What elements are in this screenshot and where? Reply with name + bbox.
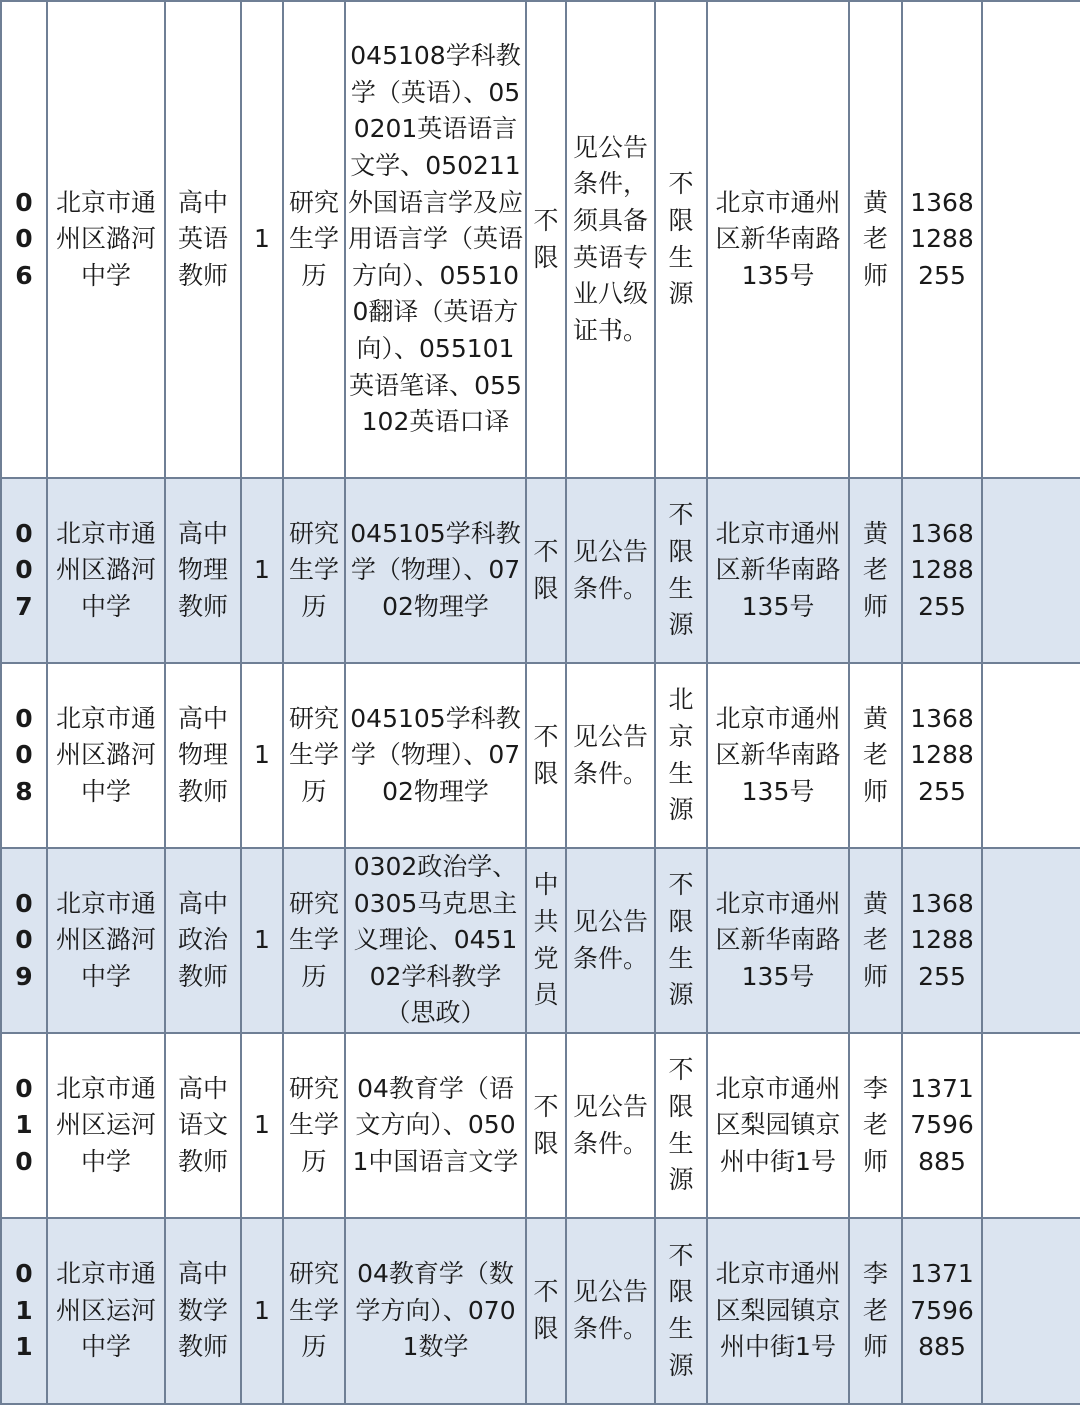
political-status-cell: 中共党员 [526,848,566,1033]
phone-cell: 13681288255 [902,663,982,848]
address-cell: 北京市通州区梨园镇京州中街1号 [707,1033,849,1218]
other-requirements-cell: 见公告条件。 [566,848,655,1033]
phone-cell: 13717596885 [902,1033,982,1218]
employer-cell: 北京市通州区潞河中学 [47,848,165,1033]
phone-cell: 13681288255 [902,848,982,1033]
table-row [1,1,1080,478]
position-cell: 高中政治教师 [165,848,241,1033]
contact-person-cell: 黄老师 [849,478,902,663]
position-id: 0 1 1 [1,1218,47,1404]
major-cell: 04教育学（数学方向）、0701数学 [345,1218,526,1404]
table-row [1,663,1080,848]
contact-person-cell: 黄老师 [849,848,902,1033]
other-requirements-cell: 见公告条件。 [566,1218,655,1404]
applicant-source-cell: 不限生源 [655,1033,707,1218]
education-cell: 研究生学历 [283,663,345,848]
phone-cell: 13681288255 [902,478,982,663]
contact-person-cell: 李老师 [849,1218,902,1404]
table-row [1,1218,1080,1404]
position-id: 0 0 6 [1,1,47,478]
address-cell: 北京市通州区新华南路135号 [707,663,849,848]
position-cell: 高中语文教师 [165,1033,241,1218]
major-cell: 0302政治学、0305马克思主义理论、045102学科教学（思政） [345,848,526,1033]
remark-cell [982,663,1080,848]
headcount-cell: 1 [241,848,283,1033]
position-cell: 高中英语教师 [165,1,241,478]
headcount-cell: 1 [241,663,283,848]
remark-cell [982,848,1080,1033]
remark-cell [982,478,1080,663]
other-requirements-cell: 见公告条件。 [566,663,655,848]
major-cell: 04教育学（语文方向）、0501中国语言文学 [345,1033,526,1218]
other-requirements-cell: 见公告条件，须具备英语专业八级证书。 [566,1,655,478]
contact-person-cell: 黄老师 [849,1,902,478]
contact-person-cell: 李老师 [849,1033,902,1218]
phone-cell: 13717596885 [902,1218,982,1404]
other-requirements-cell: 见公告条件。 [566,478,655,663]
political-status-cell: 不限 [526,1,566,478]
applicant-source-cell: 不限生源 [655,848,707,1033]
address-cell: 北京市通州区新华南路135号 [707,478,849,663]
address-cell: 北京市通州区梨园镇京州中街1号 [707,1218,849,1404]
political-status-cell: 不限 [526,1218,566,1404]
employer-cell: 北京市通州区运河中学 [47,1218,165,1404]
employer-cell: 北京市通州区潞河中学 [47,663,165,848]
other-requirements-cell: 见公告条件。 [566,1033,655,1218]
applicant-source-cell: 不限生源 [655,1,707,478]
table-row [1,1033,1080,1218]
education-cell: 研究生学历 [283,478,345,663]
position-id: 0 0 7 [1,478,47,663]
employer-cell: 北京市通州区运河中学 [47,1033,165,1218]
major-cell: 045108学科教学（英语）、050201英语语言文学、050211外国语言学及应用语言学（英语方向）、055100翻译（英语方向）、055101英语笔译、055102英语口译 [345,1,526,478]
employer-cell: 北京市通州区潞河中学 [47,1,165,478]
position-cell: 高中数学教师 [165,1218,241,1404]
headcount-cell: 1 [241,1033,283,1218]
political-status-cell: 不限 [526,663,566,848]
contact-person-cell: 黄老师 [849,663,902,848]
major-cell: 045105学科教学（物理）、0702物理学 [345,663,526,848]
major-cell: 045105学科教学（物理）、0702物理学 [345,478,526,663]
address-cell: 北京市通州区新华南路135号 [707,848,849,1033]
remark-cell [982,1033,1080,1218]
headcount-cell: 1 [241,1,283,478]
position-id: 0 0 8 [1,663,47,848]
political-status-cell: 不限 [526,1033,566,1218]
table-row [1,478,1080,663]
remark-cell [982,1218,1080,1404]
position-cell: 高中物理教师 [165,663,241,848]
political-status-cell: 不限 [526,478,566,663]
position-id: 0 1 0 [1,1033,47,1218]
position-cell: 高中物理教师 [165,478,241,663]
education-cell: 研究生学历 [283,1218,345,1404]
remark-cell [982,1,1080,478]
employer-cell: 北京市通州区潞河中学 [47,478,165,663]
applicant-source-cell: 不限生源 [655,478,707,663]
headcount-cell: 1 [241,478,283,663]
table-row [1,848,1080,1033]
address-cell: 北京市通州区新华南路135号 [707,1,849,478]
phone-cell: 13681288255 [902,1,982,478]
position-id: 0 0 9 [1,848,47,1033]
applicant-source-cell: 不限生源 [655,1218,707,1404]
headcount-cell: 1 [241,1218,283,1404]
education-cell: 研究生学历 [283,1033,345,1218]
applicant-source-cell: 北京生源 [655,663,707,848]
education-cell: 研究生学历 [283,848,345,1033]
education-cell: 研究生学历 [283,1,345,478]
